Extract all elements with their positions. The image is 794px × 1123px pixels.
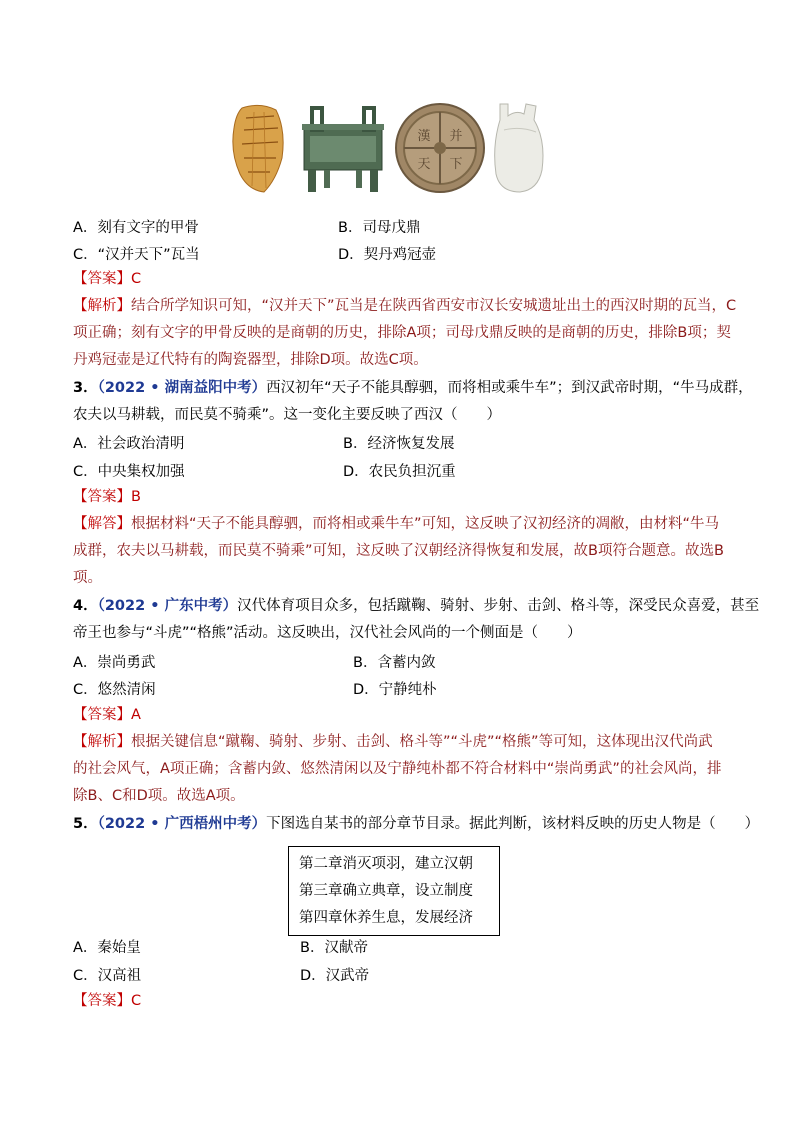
answer-label: 【答案】 [73, 707, 131, 723]
artifact-images [224, 100, 554, 195]
analysis-label: 【解析】 [73, 734, 131, 750]
question-stem [73, 378, 753, 398]
roof-tile-char: 并 [449, 129, 463, 144]
answer-label: 【答案】 [73, 271, 131, 287]
roof-tile-char: 下 [449, 157, 463, 172]
toc-entry: 第二章消灭项羽，建立汉朝 [299, 856, 473, 872]
answer-label: 【答案】 [73, 489, 131, 505]
analysis-line [73, 514, 719, 534]
question-number: 4． [73, 598, 98, 614]
question-text: 汉代体育项目众多，包括蹴鞠、骑射、步射、击剑、格斗等，深受民众喜爱，甚至 [237, 598, 760, 614]
question-number: 3． [73, 380, 98, 396]
khitan-kettle-icon [495, 104, 543, 192]
roof-tile-icon [396, 104, 484, 192]
question-number: 5． [73, 816, 98, 832]
analysis-label: 【解析】 [73, 298, 131, 314]
option-d: D．宁静纯朴 [353, 682, 437, 698]
option-d: D．农民负担沉重 [343, 464, 456, 480]
option-a: A．刻有文字的甲骨 [73, 220, 199, 236]
question-stem [73, 814, 759, 834]
analysis-text: 根据关键信息“蹴鞠、骑射、步射、击剑、格斗等”“斗虎”“格熊”等可知，这体现出汉代尚武 [131, 734, 713, 750]
option-d: D．契丹鸡冠壶 [338, 247, 437, 263]
question-text: 西汉初年“天子不能具醇驷，而将相或乘牛车”；到汉武帝时期，“牛马成群， [266, 380, 753, 396]
option-c: C．“汉并天下”瓦当 [73, 247, 200, 263]
option-a: A．社会政治清明 [73, 436, 185, 452]
analysis-text: 项。 [73, 570, 102, 586]
answer-line [73, 487, 141, 507]
oracle-bone-icon [233, 105, 283, 192]
artifact-images-svg [224, 100, 554, 195]
question-source: （2022 • 广西梧州中考） [97, 816, 267, 832]
answer-value: C [131, 993, 142, 1009]
question-text: 农夫以马耕载，而民莫不骑乘”。这一变化主要反映了西汉（ ） [73, 407, 502, 423]
analysis-line [73, 296, 736, 316]
answer-label: 【答案】 [73, 993, 131, 1009]
option-c: C．悠然清闲 [73, 682, 156, 698]
question-stem [73, 596, 759, 616]
question-source: （2022 • 湖南益阳中考） [97, 380, 267, 396]
analysis-text: 根据材料“天子不能具醇驷，而将相或乘牛车”可知，这反映了汉初经济的凋敝，由材料“牛马 [131, 516, 720, 532]
question-source: （2022 • 广东中考） [97, 598, 238, 614]
analysis-text: 项正确；刻有文字的甲骨反映的是商朝的历史，排除A项；司母戊鼎反映的是商朝的历史，排除B项；契 [73, 325, 731, 341]
analysis-text: 丹鸡冠壶是辽代特有的陶瓷器型，排除D项。故选C项。 [73, 352, 428, 368]
option-b: B．司母戊鼎 [338, 220, 421, 236]
toc-entry: 第三章确立典章，设立制度 [299, 883, 473, 899]
simuwu-ding-icon [302, 108, 384, 192]
analysis-line [73, 732, 713, 752]
analysis-text: 成群，农夫以马耕载，而民莫不骑乘”可知，这反映了汉朝经济得恢复和发展，故B项符合题意。故选B [73, 543, 724, 559]
answer-line [73, 269, 141, 289]
toc-entry: 第四章休养生息，发展经济 [299, 910, 473, 926]
answer-line [73, 991, 141, 1011]
analysis-label: 【解答】 [73, 516, 131, 532]
question-text: 帝王也参与“斗虎”“格熊”活动。这反映出，汉代社会风尚的一个侧面是（ ） [73, 625, 582, 641]
analysis-text: 除B、C和D项。故选A项。 [73, 788, 245, 804]
option-b: B．含蓄内敛 [353, 655, 436, 671]
option-d: D．汉武帝 [300, 968, 370, 984]
option-b: B．汉献帝 [300, 940, 368, 956]
analysis-text: 结合所学知识可知，“汉并天下”瓦当是在陕西省西安市汉长安城遗址出土的西汉时期的瓦当，C [131, 298, 737, 314]
option-c: C．中央集权加强 [73, 464, 185, 480]
table-of-contents-box [288, 846, 500, 936]
answer-value: A [131, 707, 141, 723]
option-a: A．崇尚勇武 [73, 655, 156, 671]
roof-tile-char: 天 [417, 157, 431, 172]
answer-value: C [131, 271, 142, 287]
option-c: C．汉高祖 [73, 968, 142, 984]
answer-line [73, 705, 141, 725]
question-text: 下图选自某书的部分章节目录。据此判断，该材料反映的历史人物是（ ） [266, 816, 760, 832]
roof-tile-char: 漢 [417, 129, 431, 144]
option-a: A．秦始皇 [73, 940, 141, 956]
answer-value: B [131, 489, 141, 505]
option-b: B．经济恢复发展 [343, 436, 455, 452]
analysis-text: 的社会风气，A项正确；含蓄内敛、悠然清闲以及宁静纯朴都不符合材料中“崇尚勇武”的社会风尚，排 [73, 761, 722, 777]
